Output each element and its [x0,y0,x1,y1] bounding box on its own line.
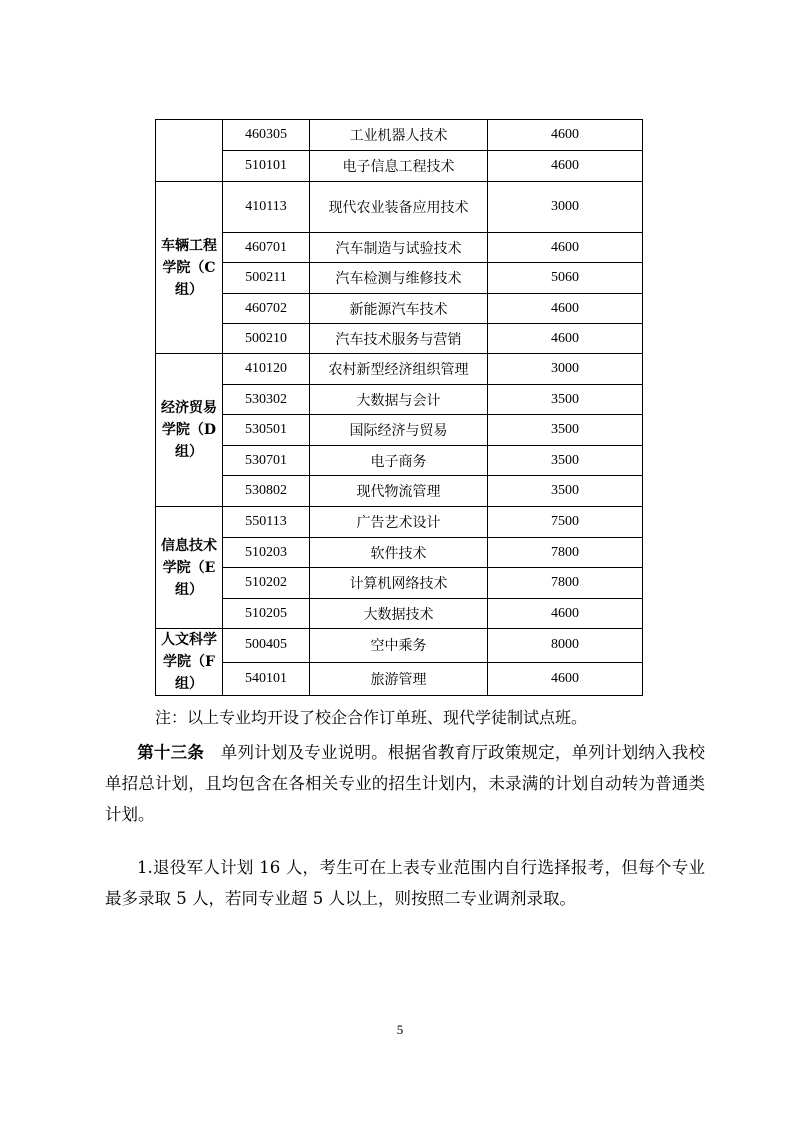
code-cell: 500405 [223,629,310,663]
tuition-cell: 4600 [488,120,643,151]
major-name-cell: 汽车检测与维修技术 [310,263,488,294]
code-cell: 530802 [223,476,310,507]
table-row [156,385,643,415]
major-name-cell: 国际经济与贸易 [310,415,488,446]
table-row [156,568,643,599]
major-name-cell: 计算机网络技术 [310,568,488,599]
college-cell: 经济贸易学院（D组） [156,354,223,507]
table-row [156,263,643,294]
college-cell [156,120,223,182]
table-row [156,446,643,476]
tuition-cell: 3500 [488,415,643,446]
code-cell: 500211 [223,263,310,294]
table-row [156,151,643,182]
tuition-cell: 3000 [488,182,643,233]
table-row [156,324,643,354]
major-name-cell: 工业机器人技术 [310,120,488,151]
table-row [156,120,643,151]
code-cell: 410113 [223,182,310,233]
college-cell: 信息技术学院（E组） [156,507,223,629]
major-name-cell: 电子商务 [310,446,488,476]
code-cell: 460702 [223,294,310,324]
code-cell: 510101 [223,151,310,182]
table-row [156,507,643,538]
table-row [156,538,643,568]
table-row [156,415,643,446]
table-row [156,294,643,324]
major-name-cell: 大数据与会计 [310,385,488,415]
table-row [156,662,643,696]
code-cell: 530501 [223,415,310,446]
table-row [156,476,643,507]
tuition-cell: 7800 [488,538,643,568]
major-name-cell: 旅游管理 [310,662,488,696]
enrollment-plan-table [155,119,643,696]
tuition-cell: 3500 [488,446,643,476]
major-name-cell: 汽车技术服务与营销 [310,324,488,354]
table-row [156,354,643,385]
table-body [156,120,643,696]
code-cell: 460701 [223,233,310,263]
tuition-cell: 3500 [488,385,643,415]
tuition-cell: 7500 [488,507,643,538]
tuition-cell: 4600 [488,599,643,629]
code-cell: 530701 [223,446,310,476]
code-cell: 410120 [223,354,310,385]
tuition-cell: 7800 [488,568,643,599]
code-cell: 530302 [223,385,310,415]
table-row [156,599,643,629]
tuition-cell: 4600 [488,294,643,324]
major-name-cell: 新能源汽车技术 [310,294,488,324]
college-cell: 车辆工程学院（C组） [156,182,223,354]
major-name-cell: 汽车制造与试验技术 [310,233,488,263]
college-cell: 人文科学学院（F组） [156,629,223,696]
article-13-text: 单列计划及专业说明。根据省教育厅政策规定，单列计划纳入我校单招总计划，且均包含在各相关专业的招生计划内，未录满的计划自动转为普通类计划。 [105,743,706,824]
article-13-paragraph [105,737,705,830]
item-1-paragraph [105,852,705,914]
major-name-cell: 软件技术 [310,538,488,568]
table-note: 注：以上专业均开设了校企合作订单班、现代学徒制试点班。 [155,708,588,727]
tuition-cell: 4600 [488,324,643,354]
code-cell: 550113 [223,507,310,538]
item-1-text: 1.退役军人计划 16 人，考生可在上表专业范围内自行选择报考，但每个专业最多录取 5 人，若同专业超 5 人以上，则按照二专业调剂录取。 [105,858,705,908]
major-name-cell: 广告艺术设计 [310,507,488,538]
tuition-cell: 4600 [488,151,643,182]
tuition-cell: 3000 [488,354,643,385]
major-name-cell: 电子信息工程技术 [310,151,488,182]
article-13-heading: 第十三条 [137,743,205,762]
tuition-cell: 3500 [488,476,643,507]
table-row [156,629,643,663]
code-cell: 510205 [223,599,310,629]
major-name-cell: 大数据技术 [310,599,488,629]
tuition-cell: 4600 [488,233,643,263]
major-name-cell: 空中乘务 [310,629,488,663]
code-cell: 460305 [223,120,310,151]
code-cell: 510202 [223,568,310,599]
code-cell: 500210 [223,324,310,354]
tuition-cell: 4600 [488,662,643,696]
tuition-cell: 5060 [488,263,643,294]
major-name-cell: 现代农业装备应用技术 [310,182,488,233]
code-cell: 540101 [223,662,310,696]
table-row [156,233,643,263]
code-cell: 510203 [223,538,310,568]
table-row [156,182,643,233]
page-number: 5 [396,1022,404,1037]
major-name-cell: 农村新型经济组织管理 [310,354,488,385]
major-name-cell: 现代物流管理 [310,476,488,507]
tuition-cell: 8000 [488,629,643,663]
